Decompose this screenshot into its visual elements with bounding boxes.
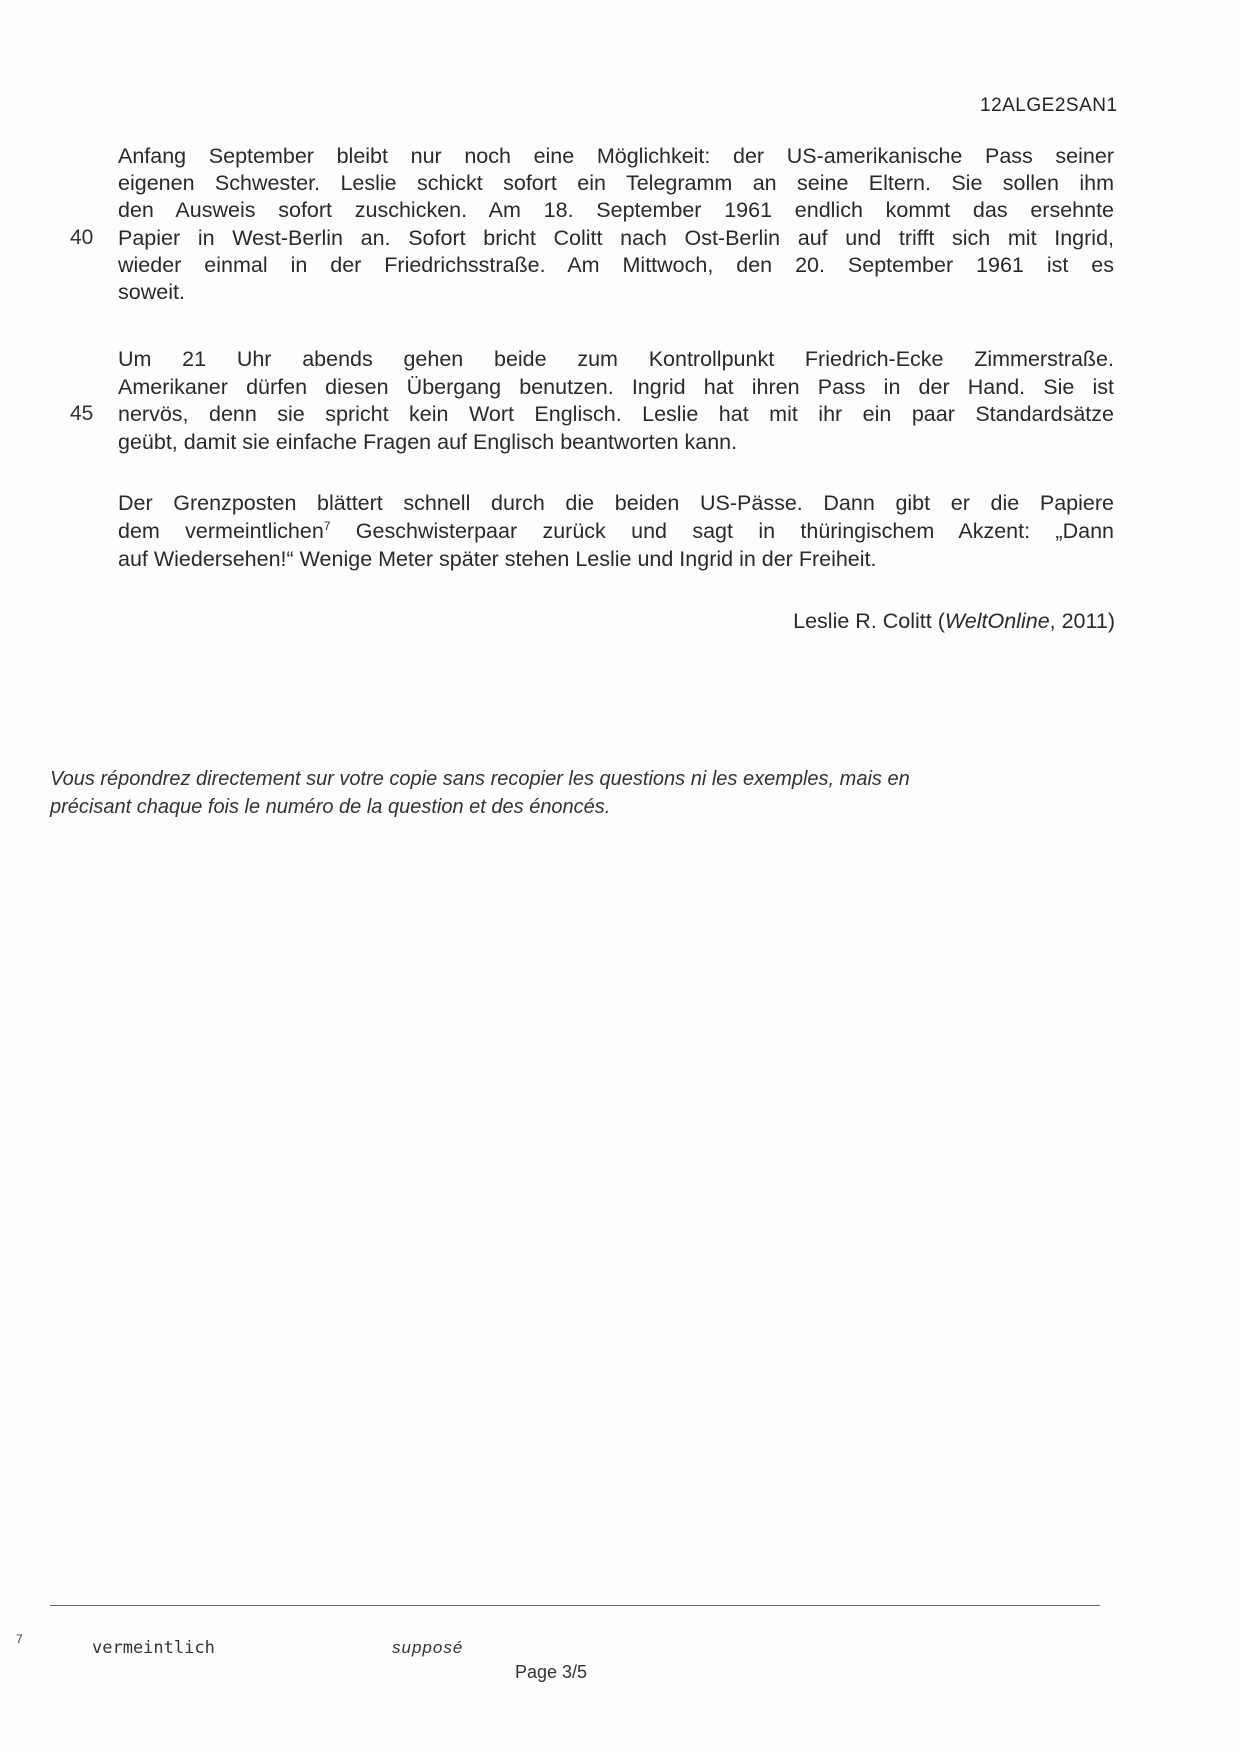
footnote-reference: 7 [323, 518, 331, 533]
text-line: Der Grenzposten blättert schnell durch die beiden US-Pässe. Dann gibt er die Papiere [118, 491, 1114, 515]
text-line: Anfang September bleibt nur noch eine Möglichkeit: der US-amerikanische Pass seiner [118, 144, 1114, 168]
footnote-translation: supposé [392, 1638, 464, 1657]
page-number: Page 3/5 [515, 1662, 588, 1682]
text-line: Amerikaner dürfen diesen Übergang benutzen. Ingrid hat ihren Pass in der Hand. Sie ist [118, 375, 1114, 399]
text-segment: Geschwisterpaar zurück und sagt in thüringischem Akzent: „Dann [330, 519, 1114, 543]
text-line: Papier in West-Berlin an. Sofort bricht Colitt nach Ost-Berlin auf und trifft sich mit Ingrid, [118, 226, 1114, 250]
text-line: wieder einmal in der Friedrichsstraße. Am Mittwoch, den 20. September 1961 ist es [118, 253, 1114, 277]
instructions-line: Vous répondrez directement sur votre copie sans recopier les questions ni les exemples, mais en [50, 768, 910, 790]
text-line: Um 21 Uhr abends gehen beide zum Kontrollpunkt Friedrich-Ecke Zimmerstraße. [118, 347, 1114, 371]
text-line [118, 518, 1114, 544]
source-year: , 2011) [1049, 609, 1115, 633]
text-line: nervös, denn sie spricht kein Wort Englisch. Leslie hat mit ihr ein paar Standardsätze [118, 402, 1114, 426]
source-author: Leslie R. Colitt ( [793, 609, 945, 633]
footnote-separator [50, 1605, 1100, 1606]
text-segment: dem vermeintlichen [118, 519, 324, 543]
document-code: 12ALGE2SAN1 [980, 95, 1118, 116]
footnote-word: vermeintlich [92, 1638, 215, 1658]
text-line: soweit. [118, 280, 185, 304]
line-number-45: 45 [70, 402, 94, 425]
source-citation [793, 608, 1115, 634]
text-line: eigenen Schwester. Leslie schickt sofort ein Telegramm an seine Eltern. Sie sollen ihm [118, 171, 1114, 195]
source-journal: WeltOnline [944, 609, 1050, 633]
footnote-marker: 7 [16, 1632, 23, 1646]
line-number-40: 40 [70, 226, 94, 249]
text-line: den Ausweis sofort zuschicken. Am 18. September 1961 endlich kommt das ersehnte [118, 198, 1114, 222]
text-line: auf Wiedersehen!“ Wenige Meter später stehen Leslie und Ingrid in der Freiheit. [118, 547, 877, 571]
instructions-line: précisant chaque fois le numéro de la question et des énoncés. [50, 796, 611, 818]
text-line: geübt, damit sie einfache Fragen auf Englisch beantworten kann. [118, 430, 738, 454]
